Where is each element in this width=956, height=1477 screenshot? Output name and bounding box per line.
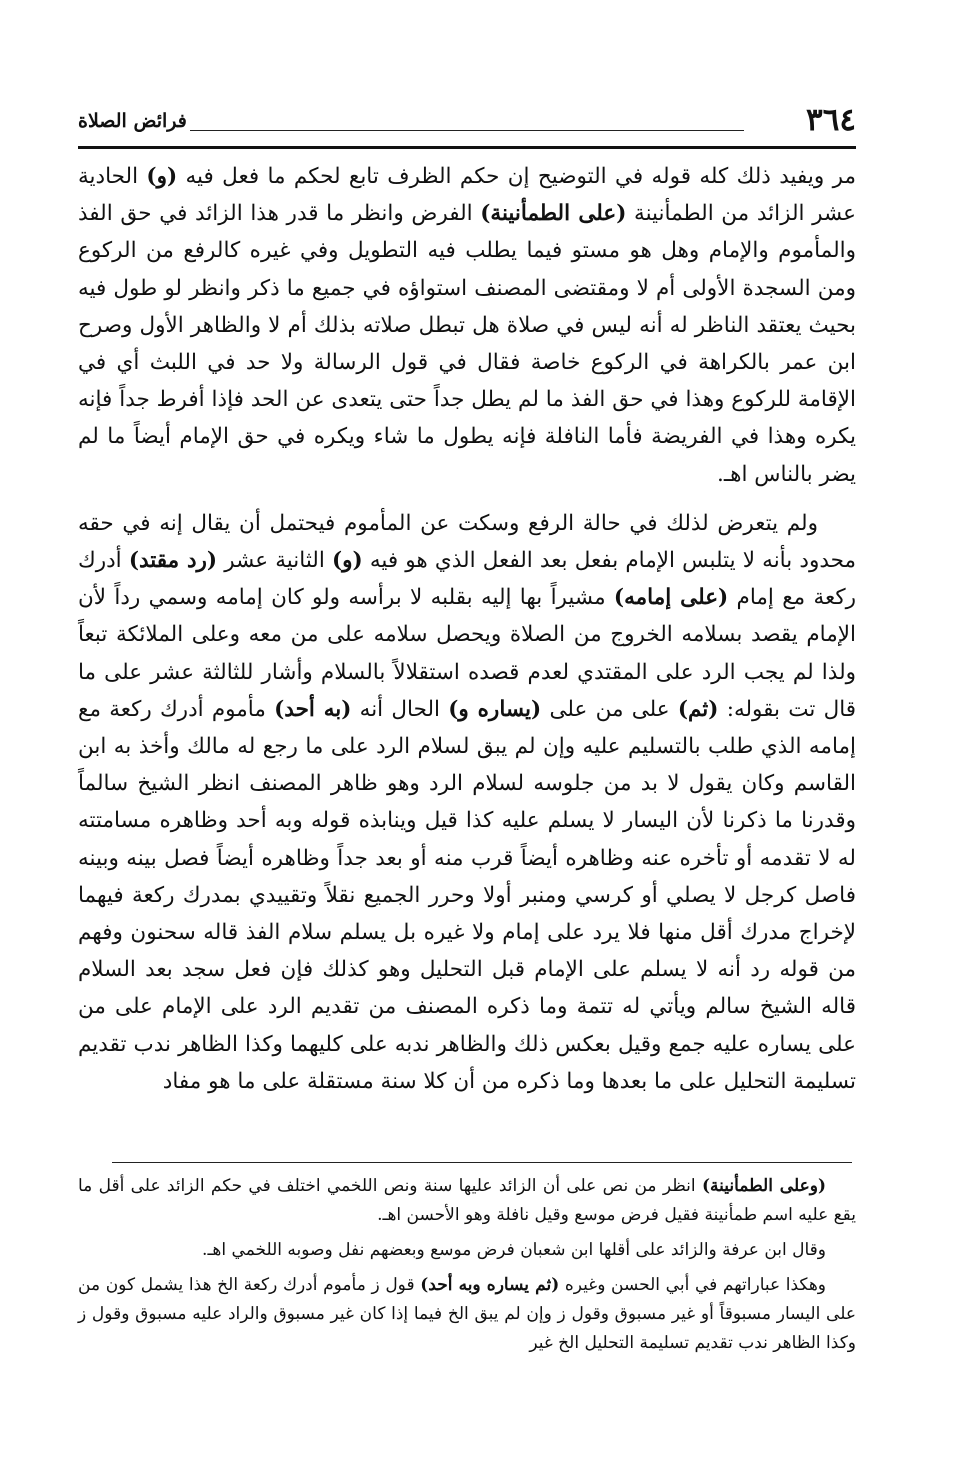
text-run: الفرض وانظر ما قدر هذا الزائد في حق الفذ والمأموم والإمام وهل هو مستو فيما يطلب فيه التطويل وفي غيره كالرفع من الركوع ومن السجدة الأولى أم لا ومقتضى المصنف استواؤه في جميع ما ذكر وانظر لو طول فيه بحيث يعتقد الناظر له أنه ليس في صلاة هل تبطل صلاته بذلك أم لا والظاهر الأول وصرح ابن عمر بالكراهة في الركوع خاصة فقال في قول الرسالة ولا حد في اللبث أي في الإقامة للركوع وهذا في حق الفذ ما لم يطل جداً حتى يتعدى عن الحد فإذا أفرط جداً فإنه يكره وهذا في الفريضة فأما النافلة فإنه يطول ما شاء ويكره في حق الإمام أيضاً ما لم يضر بالناس اهـ.: [78, 201, 856, 487]
text-run: وقال ابن عرفة والزائد على أقلها ابن شعبان فرض موسع وبعضهم نفل وصوبه اللخمي اهـ.: [202, 1240, 826, 1260]
bold-term: (و): [331, 548, 363, 574]
text-run: الحادية عشر الزائد من الطمأنينة: [78, 164, 856, 227]
main-text: [78, 158, 856, 1100]
page-number: ٣٦٤: [806, 102, 856, 138]
bold-term: (و): [146, 164, 178, 189]
text-run: قول ز مأموم أدرك ركعة الخ هذا يشمل كون من على اليسار مسبوقاً أو غير مسبوق وقول ز وإن لم يبق الخ فيما إذا كان غير مسبوق والراد عليه مسبوق وقول ز وكذا الظاهر ندب تقديم تسليمة التحليل الخ غير: [78, 1275, 857, 1353]
running-title: فرائض الصلاة: [78, 110, 187, 132]
text-run: الحال أنه: [351, 696, 449, 722]
bold-term: (رد مقتد): [128, 548, 218, 574]
bold-term: (وعلى الطمأنينة): [701, 1176, 826, 1196]
footnote-2: [78, 1236, 856, 1265]
bold-term: (على إمامه): [613, 585, 729, 611]
header-title-line: [190, 130, 744, 131]
page-header: [78, 100, 856, 150]
text-run: مر ويفيد ذلك كله قوله في التوضيح إن حكم الظرف تابع لحكم ما فعل فيه: [177, 164, 856, 189]
text-run: أدرك ركعة مع إمام: [78, 548, 856, 611]
text-run: ولم يتعرض لذلك في حالة الرفع وسكت عن المأموم فيحتمل أن يقال إنه في حقه محدود بأنه لا يتلبس الإمام بفعل بعد الفعل الذي هو فيه: [78, 510, 857, 574]
main-paragraph-2: [78, 505, 856, 1100]
header-rule: [78, 146, 856, 149]
text-run: مشيراً بها إليه بقلبه لا برأسه ولو كان إمامه وسمي رداً لأن الإمام يقصد بسلامه الخروج من الصلاة ويحصل سلامه على من معه وعلى الملائكة تبعاً ولذا لم يجب الرد على المقتدي لعدم قصده استقلالاً بالسلام وأشار للثالثة عشر على ما قال تت بقوله:: [78, 585, 857, 722]
text-run: مأموم أدرك ركعة مع إمامه الذي طلب بالتسليم عليه وإن لم يبق لسلام الرد على ما رجع له مالك وأخذ به ابن القاسم وكان يقول لا بد من جلوسه لسلام الرد وهو ظاهر المصنف انظر الشيخ سالماً وقدرنا ما ذكرنا لأن اليسار لا يسلم عليه كذا قيل وينابذه قوله وبه أحد وظاهره مسامتته له لا تقدمه أو تأخره عنه وظاهره أيضاً قرب منه أو بعد جداً وظاهره أيضاً فصل بينه وبينه فاصل كرجل لا يصلي أو كرسي ومنبر أولا وحرر الجميع نقلاً وتقييدي بمدرك ركعة فيهما لإخراج مدرك أقل منها فلا يرد على إمام ولا غيره بل يسلم سلام الفذ قاله سحنون وفهم من قوله رد أنه لا يسلم على الإمام قبل التحليل وهو كذلك فإن فعل سجد بعد السلام قاله الشيخ سالم ويأتي له تتمة وما ذكره المصنف من تقديم الرد على الإمام على من على يساره عليه جمع وقيل بعكس ذلك والظاهر ندبه على كليهما وكذا الظاهر ندب تقديم تسليمة التحليل على ما بعدها وما ذكره من أن كلا سنة مستقلة على ما هو مفاد: [78, 696, 856, 1094]
bold-term: (به أحد): [274, 696, 352, 722]
footnote-3: [78, 1271, 856, 1358]
text-run: وهكذا عباراتهم في أبي الحسن وغيره: [559, 1275, 826, 1295]
footnote-1: [78, 1172, 856, 1230]
footnote-separator: [112, 1162, 852, 1163]
bold-term: (يساره و): [448, 696, 542, 722]
main-paragraph-1: [78, 158, 856, 493]
bold-term: (على الطمأنينة): [480, 201, 627, 227]
text-run: على من على: [541, 696, 678, 722]
footnotes: [78, 1172, 856, 1358]
text-run: انظر من نص على أن الزائد عليها سنة ونص اللخمي اختلف في حكم الزائد على أقل ما يقع عليه اسم طمأنينة فقيل فرض موسع وقيل نافلة وهو الأحسن اهـ.: [78, 1176, 856, 1225]
bold-term: (ثم): [677, 696, 719, 722]
bold-term: (ثم يساره وبه أحد): [420, 1275, 560, 1295]
text-run: الثانية عشر: [217, 548, 332, 574]
